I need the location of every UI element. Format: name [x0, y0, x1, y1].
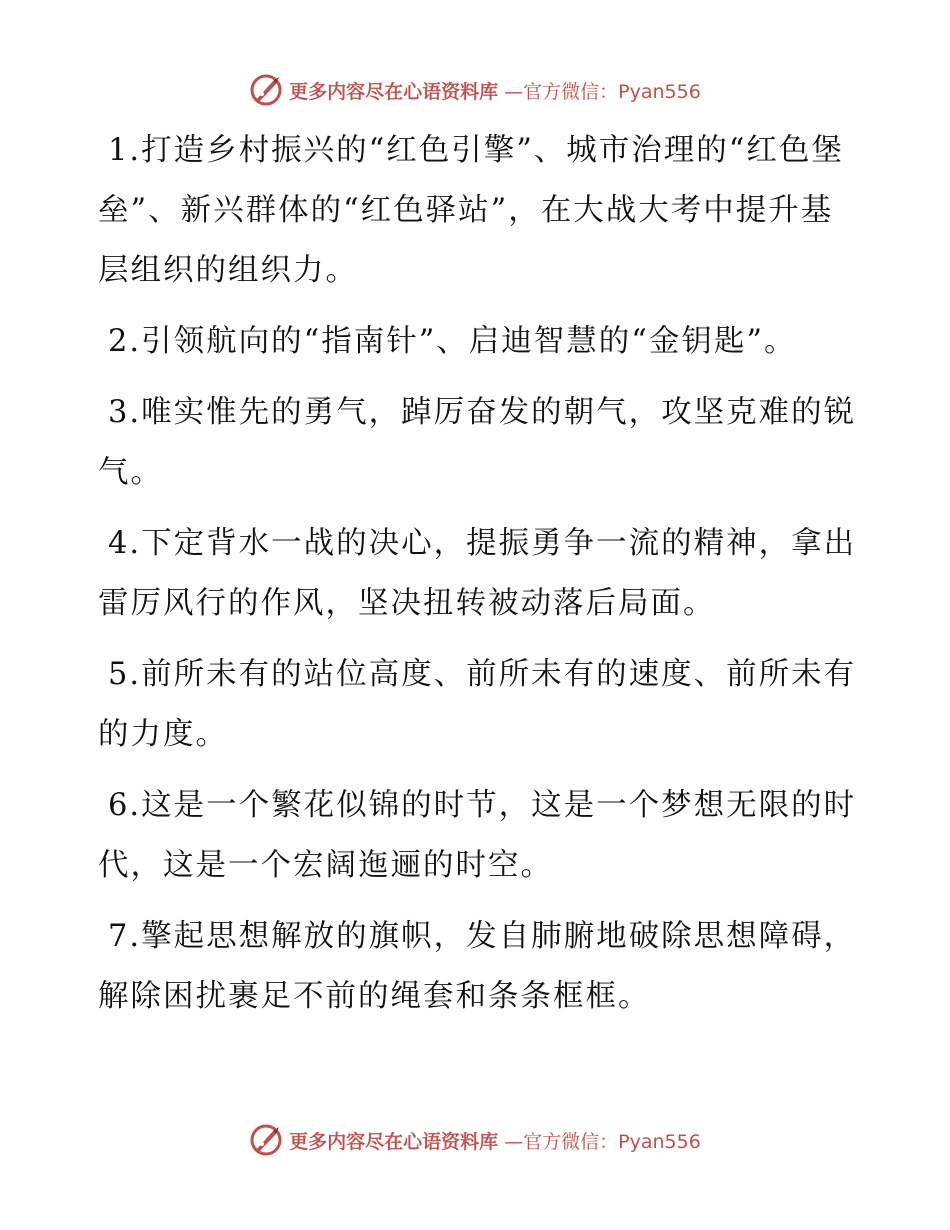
list-item: 5.前所未有的站位高度、前所未有的速度、前所未有的力度。	[98, 657, 857, 752]
footer-brand-text: 更多内容尽在心语资料库	[289, 1130, 499, 1153]
header-brand-text: 更多内容尽在心语资料库	[289, 80, 499, 103]
header-wechat-text: —官方微信：Pyan556	[504, 80, 701, 103]
document-body	[98, 121, 858, 1038]
list-item: 7.擎起思想解放的旗帜，发自肺腑地破除思想障碍，解除困扰裹足不前的绳套和条条框框。	[98, 919, 857, 1014]
list-item: 6.这是一个繁花似锦的时节，这是一个梦想无限的时代，这是一个宏阔迤逦的时空。	[98, 788, 857, 883]
list-item: 2.引领航向的“指南针”、启迪智慧的“金钥匙”。	[108, 324, 797, 359]
quill-logo-icon	[249, 1123, 283, 1157]
list-item: 4.下定背水一战的决心，提振勇争一流的精神，拿出雷厉风行的作风，坚决扭转被动落后局面。	[98, 526, 857, 621]
header-banner	[0, 70, 950, 110]
footer-wechat-text: —官方微信：Pyan556	[504, 1130, 701, 1153]
list-item: 3.唯实惟先的勇气，踔厉奋发的朝气，攻坚克难的锐气。	[98, 395, 857, 490]
quill-logo-icon	[249, 73, 283, 107]
footer-banner	[0, 1120, 950, 1160]
list-item: 1.打造乡村振兴的“红色引擎”、城市治理的“红色堡垒”、新兴群体的“红色驿站”，在大战大考中提升基层组织的组织力。	[98, 133, 844, 288]
